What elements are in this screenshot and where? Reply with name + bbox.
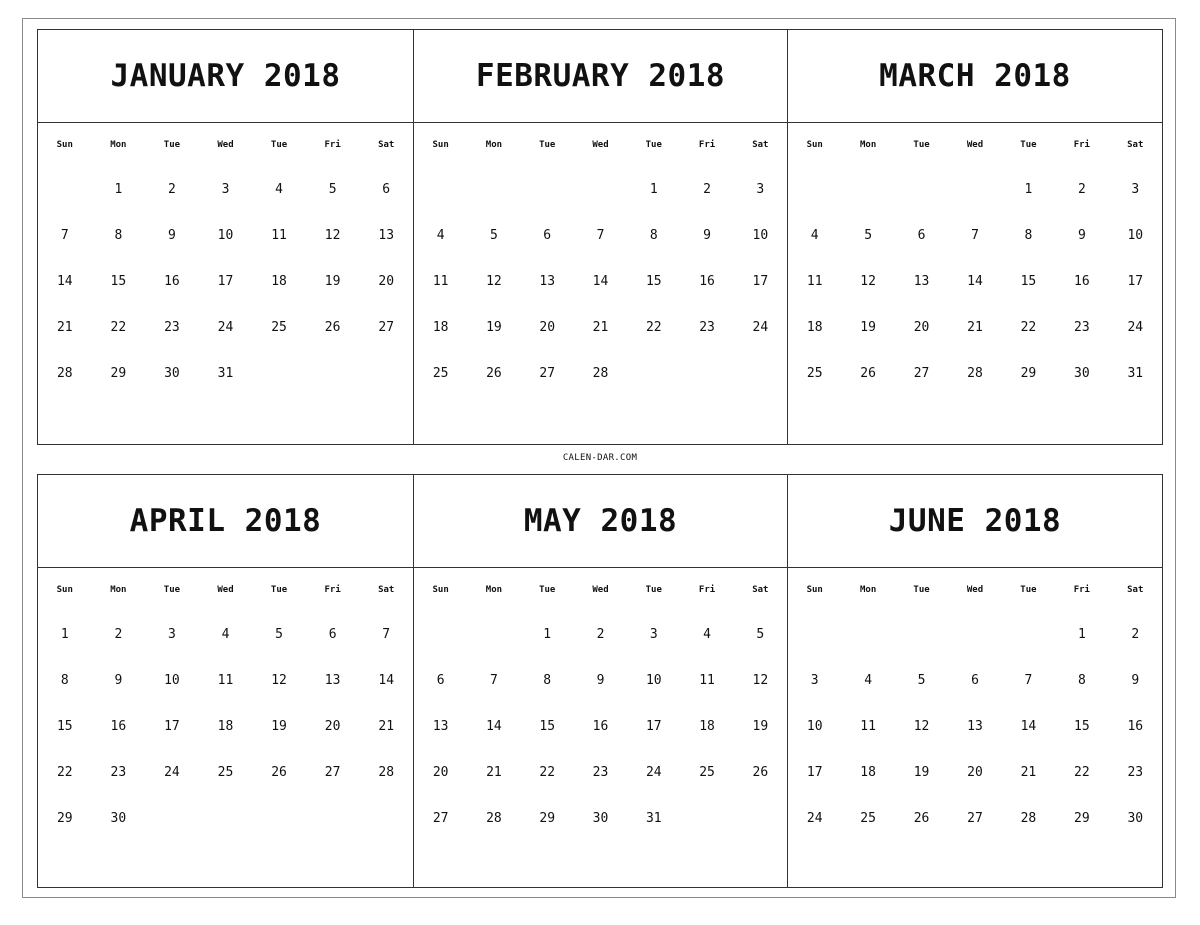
day-cell: 23: [1074, 320, 1090, 335]
month-title: FEBRUARY 2018: [475, 58, 726, 94]
day-cell: 17: [217, 274, 234, 289]
empty-day-cell: [521, 167, 574, 213]
day-cell: 18: [217, 719, 234, 734]
day-grid: [38, 568, 413, 842]
day-cell: 20: [324, 719, 341, 734]
day-cell: 9: [168, 228, 176, 243]
day-cell: 9: [1077, 228, 1086, 243]
day-cell: 17: [1127, 274, 1144, 289]
day-cell: 28: [486, 811, 502, 826]
day-cell: 26: [324, 320, 341, 335]
day-cell: 19: [271, 719, 287, 734]
day-cell: 8: [1024, 228, 1033, 243]
weekday-label: Mon: [485, 140, 503, 150]
day-cell: 9: [596, 673, 605, 688]
day-cell: 25: [432, 366, 449, 381]
day-cell: 21: [592, 320, 609, 335]
day-cell: 5: [864, 228, 873, 243]
weekday-label: Tue: [163, 140, 181, 150]
day-cell: 27: [432, 811, 449, 826]
empty-day-cell: [1002, 612, 1055, 658]
day-cell: 8: [60, 673, 69, 688]
weekday-label: Mon: [110, 585, 127, 595]
weekday-label: Wed: [217, 140, 234, 150]
day-cell: 12: [486, 274, 502, 289]
day-cell: 7: [596, 228, 605, 243]
day-cell: 2: [596, 627, 605, 642]
day-grid: [414, 123, 787, 397]
day-cell: 20: [967, 765, 983, 780]
day-cell: 12: [324, 228, 341, 243]
month-title: JUNE 2018: [888, 503, 1062, 539]
day-cell: 28: [56, 366, 73, 381]
empty-day-cell: [895, 167, 948, 213]
empty-day-cell: [574, 167, 627, 213]
day-cell: 4: [864, 673, 873, 688]
day-cell: 12: [752, 673, 769, 688]
day-cell: 10: [164, 673, 180, 688]
day-cell: 5: [756, 627, 765, 642]
day-cell: 26: [752, 765, 769, 780]
weekday-label: Fri: [698, 585, 716, 595]
day-cell: 20: [913, 320, 930, 335]
weekday-label: Tue: [539, 585, 556, 595]
day-cell: 29: [56, 811, 73, 826]
weekday-label: Tue: [163, 585, 181, 595]
day-cell: 19: [752, 719, 769, 734]
day-cell: 17: [164, 719, 180, 734]
day-cell: 24: [752, 320, 769, 335]
day-cell: 3: [221, 182, 230, 197]
day-cell: 19: [486, 320, 502, 335]
day-cell: 30: [110, 811, 127, 826]
day-cell: 21: [967, 320, 983, 335]
day-cell: 9: [703, 228, 711, 243]
day-grid: [788, 568, 1162, 842]
day-cell: 28: [967, 366, 983, 381]
day-cell: 20: [378, 274, 395, 289]
day-cell: 29: [1074, 811, 1090, 826]
day-cell: 1: [649, 182, 658, 197]
empty-day-cell: [467, 612, 520, 658]
day-cell: 12: [860, 274, 876, 289]
weekday-label: Sat: [1127, 140, 1144, 150]
day-cell: 4: [221, 627, 230, 642]
day-cell: 20: [539, 320, 556, 335]
day-cell: 27: [378, 320, 395, 335]
day-cell: 8: [649, 228, 658, 243]
weekday-label: Wed: [966, 140, 984, 150]
day-cell: 13: [967, 719, 983, 734]
day-cell: 1: [60, 627, 69, 642]
weekday-label: Sat: [378, 585, 395, 595]
day-cell: 25: [860, 811, 876, 826]
day-cell: 18: [806, 320, 823, 335]
weekday-label: Sun: [432, 140, 449, 150]
day-cell: 6: [917, 228, 926, 243]
day-cell: 3: [756, 182, 765, 197]
day-cell: 16: [699, 274, 715, 289]
day-cell: 24: [1127, 320, 1144, 335]
day-cell: 19: [860, 320, 876, 335]
day-cell: 5: [328, 182, 337, 197]
day-cell: 14: [378, 673, 395, 688]
weekday-label: Sat: [752, 585, 769, 595]
day-cell: 11: [806, 274, 823, 289]
weekday-label: Fri: [324, 140, 341, 150]
day-cell: 21: [486, 765, 502, 780]
day-cell: 4: [810, 228, 819, 243]
day-cell: 23: [699, 320, 715, 335]
day-cell: 14: [592, 274, 609, 289]
day-cell: 12: [913, 719, 930, 734]
day-cell: 22: [56, 765, 73, 780]
weekday-label: Tue: [270, 585, 288, 595]
day-cell: 15: [1074, 719, 1090, 734]
day-cell: 21: [378, 719, 395, 734]
day-grid: [788, 123, 1162, 397]
month-title: JANUARY 2018: [110, 58, 341, 94]
day-cell: 7: [490, 673, 498, 688]
day-cell: 17: [752, 274, 769, 289]
day-cell: 27: [967, 811, 983, 826]
day-cell: 22: [1020, 320, 1037, 335]
weekday-label: Fri: [698, 140, 716, 150]
day-cell: 26: [860, 366, 876, 381]
day-cell: 29: [110, 366, 127, 381]
day-cell: 4: [703, 627, 711, 642]
day-cell: 16: [1074, 274, 1090, 289]
calendar-row-bottom: [37, 474, 1163, 888]
day-cell: 8: [543, 673, 552, 688]
day-cell: 18: [432, 320, 449, 335]
day-cell: 20: [432, 765, 449, 780]
day-cell: 11: [271, 228, 287, 243]
day-cell: 17: [806, 765, 823, 780]
weekday-label: Fri: [1073, 140, 1090, 150]
month-header: [38, 30, 413, 123]
day-cell: 1: [1077, 627, 1086, 642]
weekday-label: Mon: [485, 585, 503, 595]
day-cell: 15: [539, 719, 556, 734]
month-header: [414, 475, 787, 568]
weekday-label: Wed: [966, 585, 984, 595]
day-grid: [414, 568, 787, 842]
month-february: [413, 30, 787, 444]
weekday-label: Fri: [1073, 585, 1090, 595]
empty-day-cell: [841, 167, 894, 213]
month-title: MAY 2018: [523, 503, 678, 539]
month-header: [788, 475, 1162, 568]
day-cell: 6: [436, 673, 445, 688]
empty-day-cell: [948, 167, 1001, 213]
day-cell: 16: [110, 719, 127, 734]
weekday-label: Tue: [1020, 585, 1037, 595]
day-cell: 15: [56, 719, 73, 734]
day-cell: 25: [271, 320, 287, 335]
day-cell: 8: [1077, 673, 1086, 688]
day-cell: 23: [164, 320, 180, 335]
day-cell: 24: [217, 320, 234, 335]
day-cell: 21: [1020, 765, 1037, 780]
weekday-label: Mon: [860, 585, 877, 595]
month-header: [788, 30, 1162, 123]
day-cell: 18: [699, 719, 715, 734]
weekday-label: Sun: [56, 140, 73, 150]
empty-day-cell: [467, 167, 520, 213]
day-cell: 29: [1020, 366, 1037, 381]
day-cell: 27: [324, 765, 341, 780]
weekday-label: Tue: [913, 140, 930, 150]
day-cell: 4: [275, 182, 283, 197]
month-header: [414, 30, 787, 123]
day-cell: 1: [114, 182, 123, 197]
day-cell: 7: [60, 228, 69, 243]
weekday-label: Sun: [806, 585, 823, 595]
day-cell: 31: [645, 811, 662, 826]
day-cell: 26: [271, 765, 287, 780]
day-cell: 21: [56, 320, 73, 335]
empty-day-cell: [414, 612, 467, 658]
day-cell: 6: [382, 182, 391, 197]
empty-day-cell: [895, 612, 948, 658]
day-cell: 11: [860, 719, 876, 734]
day-cell: 13: [378, 228, 395, 243]
empty-day-cell: [414, 167, 467, 213]
weekday-label: Sun: [432, 585, 449, 595]
day-cell: 26: [913, 811, 930, 826]
empty-day-cell: [38, 167, 92, 213]
month-may: [413, 475, 787, 887]
day-cell: 25: [699, 765, 715, 780]
day-cell: 2: [1131, 627, 1140, 642]
day-cell: 25: [806, 366, 823, 381]
day-cell: 24: [806, 811, 823, 826]
day-cell: 22: [110, 320, 127, 335]
weekday-label: Sun: [806, 140, 823, 150]
day-cell: 9: [1131, 673, 1140, 688]
day-cell: 13: [913, 274, 930, 289]
day-cell: 2: [114, 627, 123, 642]
day-cell: 5: [917, 673, 926, 688]
month-header: [38, 475, 413, 568]
month-april: [38, 475, 413, 887]
day-cell: 31: [1127, 366, 1144, 381]
day-cell: 13: [539, 274, 556, 289]
day-cell: 5: [275, 627, 283, 642]
day-cell: 14: [1020, 719, 1037, 734]
day-cell: 2: [703, 182, 711, 197]
day-cell: 28: [1020, 811, 1037, 826]
weekday-label: Sat: [378, 140, 395, 150]
day-cell: 11: [699, 673, 715, 688]
day-cell: 17: [645, 719, 662, 734]
day-cell: 18: [860, 765, 876, 780]
day-cell: 14: [486, 719, 502, 734]
weekday-label: Tue: [645, 585, 662, 595]
weekday-label: Mon: [860, 140, 877, 150]
weekday-label: Tue: [1020, 140, 1037, 150]
day-cell: 22: [539, 765, 556, 780]
month-june: [787, 475, 1162, 887]
day-cell: 8: [114, 228, 123, 243]
weekday-label: Tue: [645, 140, 662, 150]
day-cell: 9: [114, 673, 123, 688]
day-cell: 7: [1024, 673, 1033, 688]
day-cell: 29: [539, 811, 556, 826]
weekday-label: Sat: [1127, 585, 1144, 595]
day-cell: 30: [1127, 811, 1144, 826]
weekday-label: Wed: [592, 585, 609, 595]
day-cell: 6: [328, 627, 337, 642]
site-credit: CALEN-DAR.COM: [562, 453, 638, 463]
day-cell: 10: [645, 673, 662, 688]
day-cell: 10: [1127, 228, 1144, 243]
day-cell: 25: [217, 765, 234, 780]
day-cell: 6: [543, 228, 552, 243]
day-cell: 7: [971, 228, 979, 243]
day-cell: 22: [645, 320, 662, 335]
day-cell: 15: [645, 274, 662, 289]
month-january: [38, 30, 413, 444]
empty-day-cell: [841, 612, 894, 658]
day-cell: 10: [752, 228, 769, 243]
weekday-label: Sat: [752, 140, 769, 150]
day-cell: 23: [1127, 765, 1144, 780]
day-cell: 19: [913, 765, 930, 780]
weekday-label: Mon: [110, 140, 127, 150]
day-cell: 1: [1024, 182, 1033, 197]
day-cell: 23: [110, 765, 127, 780]
day-cell: 30: [592, 811, 609, 826]
day-cell: 11: [217, 673, 234, 688]
calendar-row-top: [37, 29, 1163, 445]
day-cell: 18: [271, 274, 287, 289]
day-cell: 13: [324, 673, 341, 688]
empty-day-cell: [788, 612, 841, 658]
weekday-label: Wed: [592, 140, 609, 150]
day-cell: 16: [1127, 719, 1144, 734]
day-cell: 16: [164, 274, 180, 289]
day-cell: 30: [164, 366, 180, 381]
day-cell: 3: [649, 627, 658, 642]
day-cell: 31: [217, 366, 234, 381]
weekday-label: Tue: [913, 585, 930, 595]
day-cell: 24: [164, 765, 180, 780]
day-cell: 2: [1077, 182, 1086, 197]
weekday-label: Tue: [539, 140, 556, 150]
day-cell: 1: [543, 627, 552, 642]
day-cell: 2: [168, 182, 176, 197]
day-cell: 10: [806, 719, 823, 734]
day-cell: 28: [592, 366, 609, 381]
month-march: [787, 30, 1162, 444]
weekday-label: Wed: [217, 585, 234, 595]
day-cell: 12: [271, 673, 287, 688]
day-cell: 4: [436, 228, 445, 243]
day-cell: 14: [56, 274, 73, 289]
day-cell: 3: [1131, 182, 1140, 197]
day-cell: 19: [324, 274, 341, 289]
day-cell: 26: [486, 366, 502, 381]
empty-day-cell: [788, 167, 841, 213]
day-cell: 27: [913, 366, 930, 381]
day-cell: 16: [592, 719, 609, 734]
day-cell: 24: [645, 765, 662, 780]
day-cell: 10: [217, 228, 234, 243]
day-cell: 22: [1074, 765, 1090, 780]
day-cell: 27: [539, 366, 556, 381]
month-title: MARCH 2018: [879, 58, 1071, 94]
empty-day-cell: [948, 612, 1001, 658]
weekday-label: Sun: [56, 585, 73, 595]
month-title: APRIL 2018: [129, 503, 322, 539]
day-cell: 30: [1074, 366, 1090, 381]
day-cell: 3: [810, 673, 819, 688]
day-cell: 13: [432, 719, 449, 734]
day-grid: [38, 123, 413, 397]
weekday-label: Fri: [324, 585, 341, 595]
day-cell: 14: [967, 274, 983, 289]
day-cell: 11: [432, 274, 449, 289]
day-cell: 15: [1020, 274, 1037, 289]
day-cell: 23: [592, 765, 609, 780]
day-cell: 15: [110, 274, 127, 289]
day-cell: 6: [971, 673, 979, 688]
day-cell: 5: [490, 228, 498, 243]
day-cell: 7: [382, 627, 391, 642]
day-cell: 28: [378, 765, 395, 780]
weekday-label: Tue: [270, 140, 288, 150]
day-cell: 3: [168, 627, 176, 642]
